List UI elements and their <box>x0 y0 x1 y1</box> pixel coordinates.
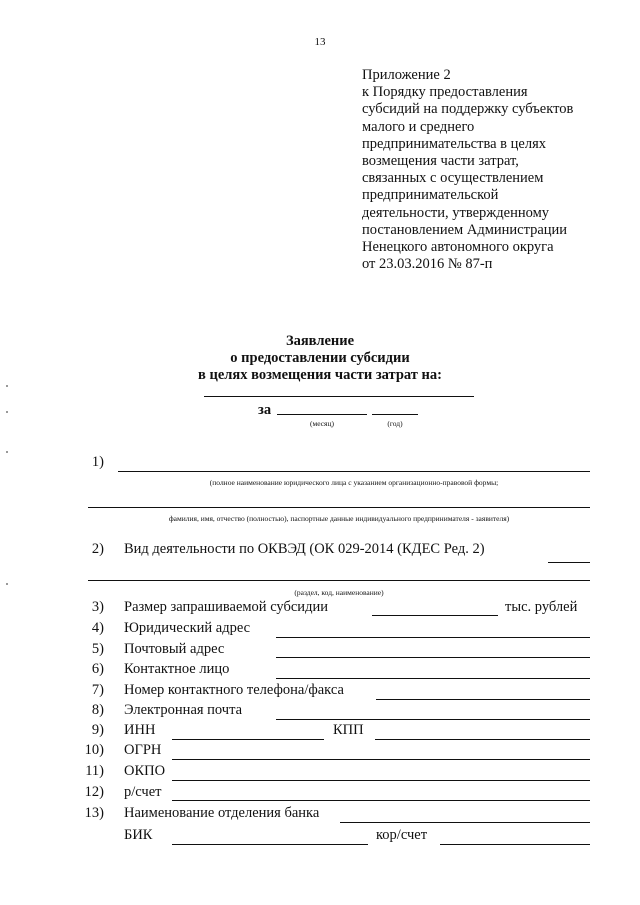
item-11-number: 11) <box>85 763 104 779</box>
korschet-label: кор/счет <box>376 827 428 843</box>
item-1-field[interactable] <box>118 471 590 472</box>
item-3-unit: тыс. рублей <box>505 599 578 615</box>
appendix-line: от 23.03.2016 № 87-п <box>362 256 493 273</box>
appendix-line: Ненецкого автономного округа <box>362 239 554 256</box>
postal-address-field[interactable] <box>276 657 590 658</box>
item-8-label: Электронная почта <box>124 702 243 718</box>
item-1-field-2[interactable] <box>88 507 590 508</box>
account-field[interactable] <box>172 800 590 801</box>
appendix-line: деятельности, утвержденному <box>362 204 550 221</box>
item-9-number: 9) <box>91 722 104 738</box>
item-6-number: 6) <box>91 661 104 677</box>
item-9-label: ИНН <box>124 722 156 738</box>
year-hint: (год) <box>387 419 403 428</box>
item-1-hint: (полное наименование юридического лица с указанием организационно-правовой формы; <box>209 478 499 487</box>
item-10-number: 10) <box>84 742 104 758</box>
item-12-label: р/счет <box>124 784 162 800</box>
document-subtitle: о предоставлении субсидии <box>230 350 410 366</box>
page-number: 13 <box>314 36 326 48</box>
item-13-number: 13) <box>84 805 104 821</box>
month-field[interactable] <box>277 414 367 415</box>
item-11-label: ОКПО <box>124 763 166 779</box>
item-3-label: Размер запрашиваемой субсидии <box>124 599 328 615</box>
phone-field[interactable] <box>376 699 590 700</box>
year-field[interactable] <box>372 414 418 415</box>
document-title: Заявление <box>285 333 355 349</box>
appendix-line: к Порядку предоставления <box>362 84 528 101</box>
item-1-hint-2: фамилия, имя, отчество (полностью), паспортные данные индивидуального предпринимателя - заявителя) <box>168 514 510 523</box>
item-7-label: Номер контактного телефона/факса <box>124 682 344 698</box>
document-subtitle-2: в целях возмещения части затрат на: <box>198 367 442 383</box>
item-7-number: 7) <box>91 682 104 698</box>
item-3-number: 3) <box>91 599 104 615</box>
legal-address-field[interactable] <box>276 637 590 638</box>
ogrn-field[interactable] <box>172 759 590 760</box>
item-2-hint: (раздел, код, наименование) <box>294 588 384 597</box>
appendix-line: связанных с осуществлением <box>362 170 544 187</box>
scan-mark <box>6 451 8 453</box>
purpose-field[interactable] <box>204 396 474 397</box>
item-5-label: Почтовый адрес <box>124 641 225 657</box>
contact-person-field[interactable] <box>276 678 590 679</box>
appendix-line: возмещения части затрат, <box>362 153 519 170</box>
item-2-field-2[interactable] <box>88 580 590 581</box>
kpp-label: КПП <box>333 722 364 738</box>
item-10-label: ОГРН <box>124 742 162 758</box>
item-13-label: Наименование отделения банка <box>124 805 320 821</box>
item-4-label: Юридический адрес <box>124 620 251 636</box>
bik-label: БИК <box>124 827 153 843</box>
item-2-label: Вид деятельности по ОКВЭД (ОК 029-2014 (КДЕС Ред. 2) <box>124 541 485 557</box>
scan-mark <box>6 385 8 387</box>
item-8-number: 8) <box>91 702 104 718</box>
bank-branch-field[interactable] <box>340 822 590 823</box>
scan-mark <box>6 411 8 413</box>
appendix-line: постановлением Администрации <box>362 221 568 238</box>
okpo-field[interactable] <box>172 780 590 781</box>
appendix-line: Приложение 2 <box>362 67 451 83</box>
month-hint: (месяц) <box>309 419 335 428</box>
appendix-line: предпринимательства в целях <box>362 135 546 152</box>
kpp-field[interactable] <box>375 739 590 740</box>
item-5-number: 5) <box>91 641 104 657</box>
appendix-line: малого и среднего <box>362 118 475 135</box>
period-za-label: за <box>258 402 272 418</box>
inn-field[interactable] <box>172 739 324 740</box>
scan-mark <box>6 583 8 585</box>
item-2-field[interactable] <box>548 562 590 563</box>
item-6-label: Контактное лицо <box>124 661 230 677</box>
item-4-number: 4) <box>91 620 104 636</box>
item-2-number: 2) <box>91 541 104 557</box>
bik-field[interactable] <box>172 844 368 845</box>
email-field[interactable] <box>276 719 590 720</box>
item-1-number: 1) <box>91 454 104 470</box>
item-12-number: 12) <box>84 784 104 800</box>
appendix-line: субсидий на поддержку субъектов <box>362 101 574 118</box>
korschet-field[interactable] <box>440 844 590 845</box>
appendix-line: предпринимательской <box>362 187 499 204</box>
appendix-block <box>362 67 632 273</box>
subsidy-amount-field[interactable] <box>372 615 498 616</box>
